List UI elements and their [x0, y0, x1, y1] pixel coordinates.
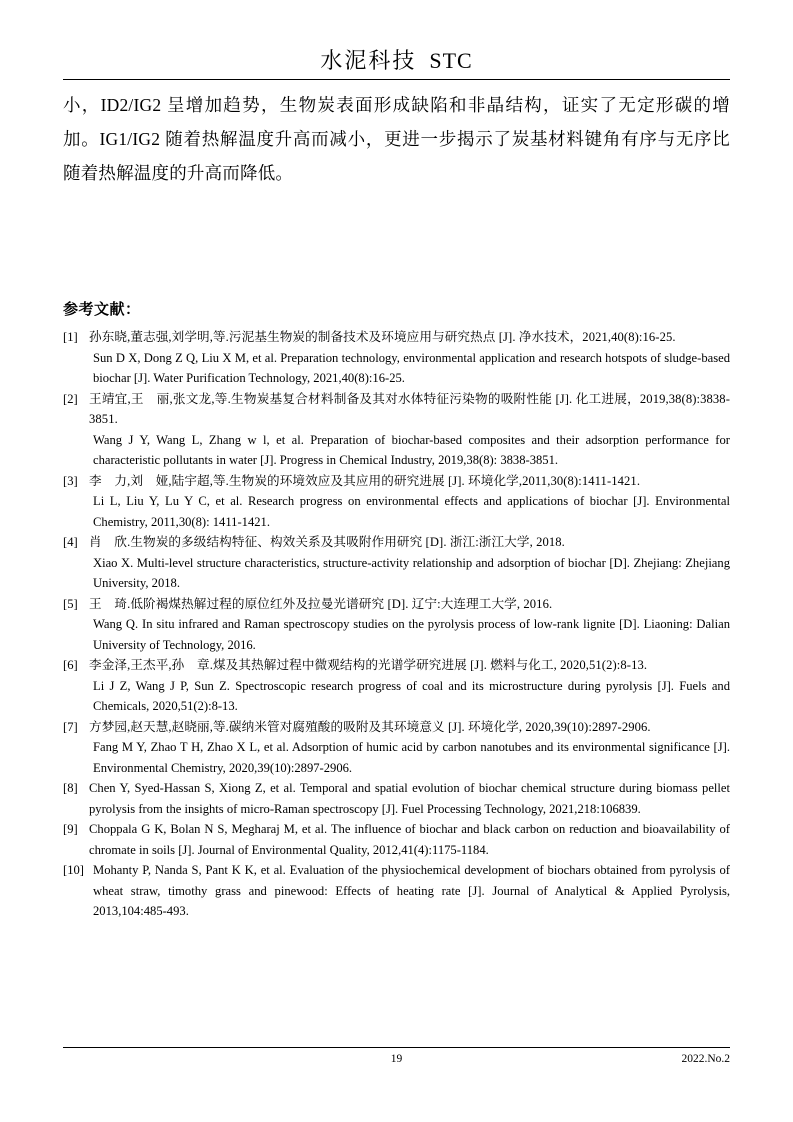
reference-item — [63, 655, 730, 717]
reference-number: [5] — [63, 596, 78, 611]
reference-text-cn: 李金泽,王杰平,孙 章.煤及其热解过程中微观结构的光谱学研究进展 [J]. 燃料与化工, 2020,51(2):8-13. — [89, 658, 648, 672]
reference-number: [8] — [63, 781, 78, 795]
reference-number: [4] — [63, 535, 78, 549]
reference-item — [63, 327, 730, 389]
body-paragraph: 小，ID2/IG2 呈增加趋势，生物炭表面形成缺陷和非晶结构，证实了无定形碳的增加。IG1/IG2 随着热解温度升高而减小，更进一步揭示了炭基材料键角有序与无序比随着热解温度的升高而降低。 — [63, 95, 730, 183]
body-spacer — [63, 190, 730, 298]
header-divider — [63, 79, 730, 80]
reference-text-en: Wang J Y, Wang L, Zhang w l, et al. Preparation of biochar-based composites and their adsorption performance for characteristic pollutants in water [J]. Progress in Chemical Industry, 2019,38(8): 3838-3851. — [93, 432, 730, 467]
reference-text-cn: 肖 欣.生物炭的多级结构特征、构效关系及其吸附作用研究 [D]. 浙江:浙江大学, 2018. — [89, 535, 565, 549]
references-list — [63, 327, 730, 922]
reference-number: [1] — [63, 330, 78, 344]
header-title-cn: 水泥科技 — [320, 48, 417, 73]
page-header — [0, 44, 793, 75]
reference-item — [63, 532, 730, 594]
reference-item — [63, 819, 730, 860]
reference-number: [6] — [63, 658, 78, 672]
reference-text-en: Sun D X, Dong Z Q, Liu X M, et al. Preparation technology, environmental application and research hotspots of sludge-based biochar [J]. Water Purification Technology, 2021,40(8):16-25. — [93, 350, 730, 385]
reference-text-cn: 王 琦.低阶褐煤热解过程的原位红外及拉曼光谱研究 [D]. 辽宁:大连理工大学, 2016. — [89, 596, 553, 611]
references-heading: 参考文献： — [63, 302, 141, 318]
reference-text-en: Wang Q. In situ infrared and Raman spectroscopy studies on the pyrolysis process of low-rank lignite [D]. Liaoning: Dalian University of Technology, 2016. — [93, 617, 730, 652]
document-body — [63, 88, 730, 922]
reference-item — [63, 389, 730, 471]
footer-page-number: 19 — [390, 1053, 403, 1065]
footer-divider — [63, 1047, 730, 1048]
reference-item — [63, 594, 730, 656]
reference-text-en: Li J Z, Wang J P, Sun Z. Spectroscopic research progress of coal and its microstructure during pyrolysis [J]. Fuels and Chemicals, 2020,51(2):8-13. — [93, 678, 730, 713]
reference-item — [63, 717, 730, 779]
reference-text-cn: 王靖宜,王 丽,张文龙,等.生物炭基复合材料制备及其对水体特征污染物的吸附性能 [J]. 化工进展，2019,38(8):3838-3851. — [89, 391, 730, 426]
reference-item — [63, 471, 730, 533]
reference-number: [2] — [63, 391, 78, 406]
reference-number: [3] — [63, 473, 78, 488]
reference-number: [7] — [63, 719, 78, 734]
reference-item — [63, 778, 730, 819]
reference-item — [63, 860, 730, 922]
reference-text-en: Choppala G K, Bolan N S, Megharaj M, et al. The influence of biochar and black carbon on reduction and bioavailability of chromate in soils [J]. Journal of Environmental Quality, 2012,41(4):1175-1184. — [89, 822, 730, 857]
reference-text-cn: 李 力,刘 娅,陆宇超,等.生物炭的环境效应及其应用的研究进展 [J]. 环境化学,2011,30(8):1411-1421. — [89, 473, 641, 488]
reference-number: [10] — [63, 863, 84, 877]
reference-text-en: Chen Y, Syed-Hassan S, Xiong Z, et al. Temporal and spatial evolution of biochar chemical structure during biomass pellet pyrolysis from the insights of micro-Raman spectroscopy [J]. Fuel Processing Technology, 2021,218:106839. — [89, 781, 730, 816]
reference-number: [9] — [63, 822, 78, 836]
reference-text-en: Mohanty P, Nanda S, Pant K K, et al. Evaluation of the physiochemical development of biochars obtained from pyrolysis of wheat straw, timothy grass and pinewood: Effects of heating rate [J]. Journal of Analytical & Applied Pyrolysis, 2013,104:485-493. — [93, 863, 730, 918]
reference-text-en: Li L, Liu Y, Lu Y C, et al. Research progress on environmental effects and applications of biochar [J]. Environmental Chemistry, 2011,30(8): 1411-1421. — [93, 494, 730, 529]
reference-text-cn: 孙东晓,董志强,刘学明,等.污泥基生物炭的制备技术及环境应用与研究热点 [J]. 净水技术，2021,40(8):16-25. — [89, 330, 676, 344]
page-footer — [63, 1053, 730, 1065]
reference-text-en: Xiao X. Multi-level structure characteristics, structure-activity relationship and adsorption of biochar [D]. Zhejiang: Zhejiang University, 2018. — [93, 555, 730, 590]
footer-issue: 2022.No.2 — [681, 1053, 730, 1065]
header-title-en: STC — [429, 48, 473, 73]
reference-text-en: Fang M Y, Zhao T H, Zhao X L, et al. Adsorption of humic acid by carbon nanotubes and its environmental significance [J]. Environmental Chemistry, 2020,39(10):2897-2906. — [93, 740, 730, 775]
reference-text-cn: 方梦园,赵天慧,赵晓丽,等.碳纳米管对腐殖酸的吸附及其环境意义 [J]. 环境化学, 2020,39(10):2897-2906. — [89, 719, 651, 734]
